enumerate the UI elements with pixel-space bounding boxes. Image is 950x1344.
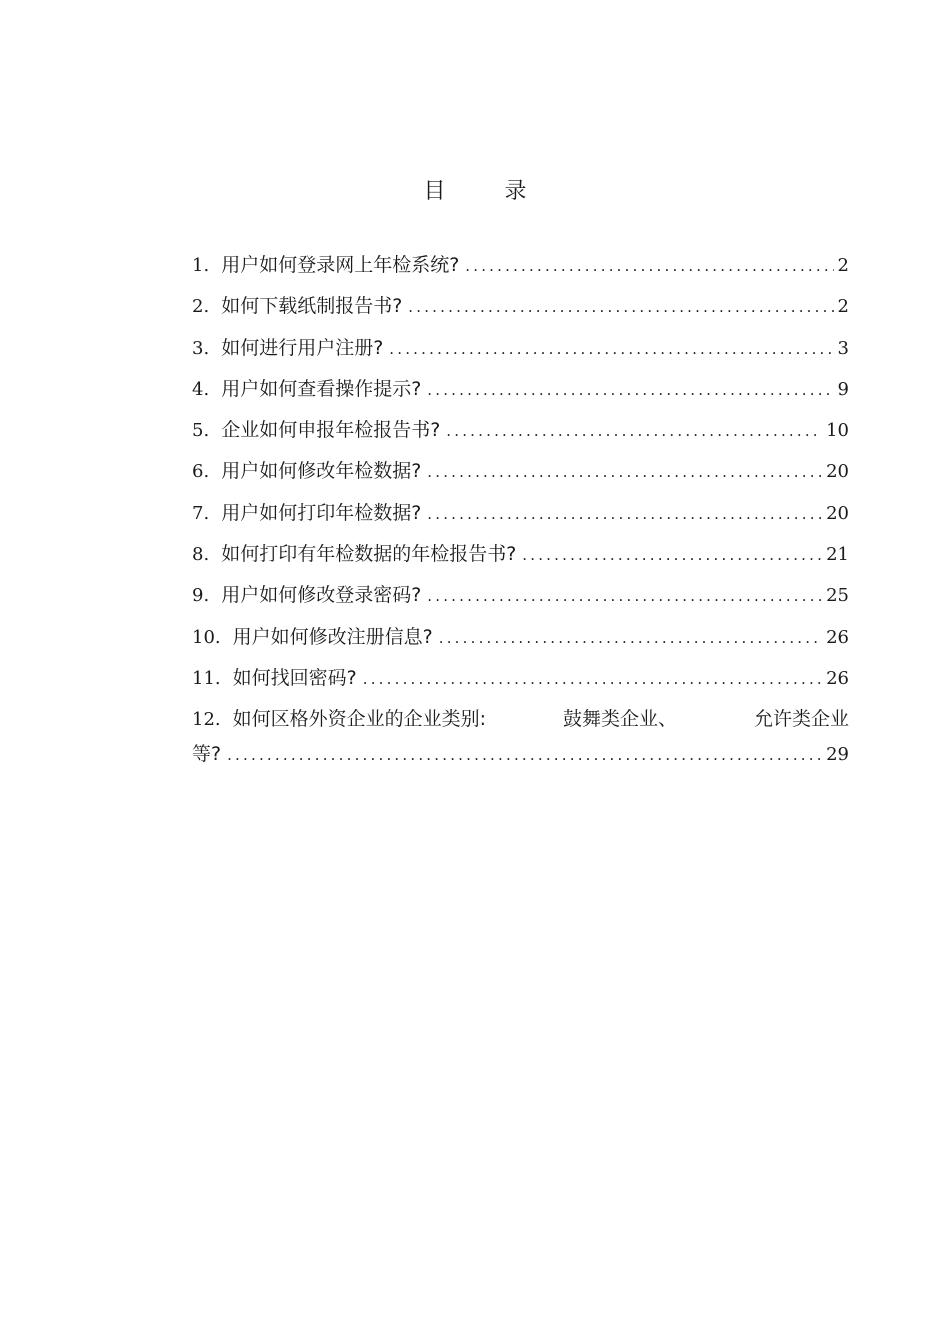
toc-entry-page: 29 [826,744,849,766]
toc-entry-page: 20 [826,461,849,483]
toc-entry-title: 如何进行用户注册? [221,336,384,359]
toc-entry-page: 25 [826,585,849,607]
toc-entry-title: 如何找回密码? [232,666,357,689]
toc-entry-1[interactable] [192,248,849,289]
toc-entry-10[interactable] [192,620,849,661]
toc-entry-5[interactable] [192,413,849,454]
toc-entry-page: 26 [826,667,849,689]
toc-entry-title: 企业如何申报年检报告书? [221,419,441,442]
toc-entry-title: 如何区格外资企业的企业类别: [232,708,487,731]
toc-dot-leader [465,249,833,283]
toc-entry-title: 用户如何修改年检数据? [221,460,422,483]
toc-entry-12[interactable] [192,702,849,772]
toc-entry-number: 5. [192,420,210,442]
toc-entry-number: 11. [192,667,221,689]
toc-entry-line-1 [192,702,849,737]
toc-dot-leader [427,455,822,489]
toc-entry-2[interactable] [192,289,849,330]
toc-dot-leader [427,579,822,613]
toc-entry-page: 20 [826,502,849,524]
toc-entry-title-part: 鼓舞类企业、 [563,708,678,731]
toc-dot-leader [427,497,822,531]
toc-entry-number: 4. [192,378,210,400]
toc-entry-8[interactable] [192,537,849,578]
toc-entry-title-continued: 等? [192,743,222,766]
toc-list [192,248,849,772]
toc-entry-number: 6. [192,461,210,483]
toc-entry-title-part: 允许类企业 [753,708,849,731]
toc-entry-number: 2. [192,296,210,318]
toc-entry-6[interactable] [192,454,849,495]
toc-entry-11[interactable] [192,661,849,702]
toc-dot-leader [389,332,833,366]
toc-entry-number: 12. [192,709,221,731]
toc-entry-page: 2 [837,255,849,276]
toc-entry-page: 26 [826,626,849,648]
toc-entry-number: 1. [192,255,210,276]
toc-entry-number: 8. [192,544,210,566]
toc-dot-leader [408,290,833,324]
toc-entry-page: 21 [826,544,849,566]
toc-entry-number: 10. [192,626,221,648]
toc-entry-title-part [192,702,486,737]
toc-entry-number: 9. [192,585,210,607]
toc-dot-leader [439,621,822,655]
toc-entry-title: 用户如何登录网上年检系统? [221,254,460,276]
toc-entry-7[interactable] [192,496,849,537]
toc-dot-leader [227,738,822,772]
toc-entry-3[interactable] [192,331,849,372]
toc-dot-leader [427,373,833,407]
toc-entry-page: 10 [826,420,849,442]
toc-entry-title: 用户如何修改注册信息? [232,625,433,648]
toc-entry-title: 用户如何修改登录密码? [221,584,422,607]
toc-entry-title: 如何打印有年检数据的年检报告书? [221,543,517,566]
toc-entry-page: 3 [837,337,849,359]
toc-dot-leader [363,662,822,696]
toc-dot-leader [522,538,822,572]
toc-entry-line-2 [192,737,849,772]
toc-dot-leader [446,414,822,448]
toc-entry-title: 用户如何查看操作提示? [221,377,422,400]
toc-entry-number: 3. [192,337,210,359]
toc-entry-page: 2 [837,296,849,318]
toc-entry-title: 如何下载纸制报告书? [221,295,403,318]
toc-entry-page: 9 [837,378,849,400]
toc-entry-title: 用户如何打印年检数据? [221,501,422,524]
toc-entry-9[interactable] [192,578,849,619]
toc-title: 目 录 [423,179,553,204]
toc-entry-number: 7. [192,502,210,524]
toc-entry-4[interactable] [192,372,849,413]
